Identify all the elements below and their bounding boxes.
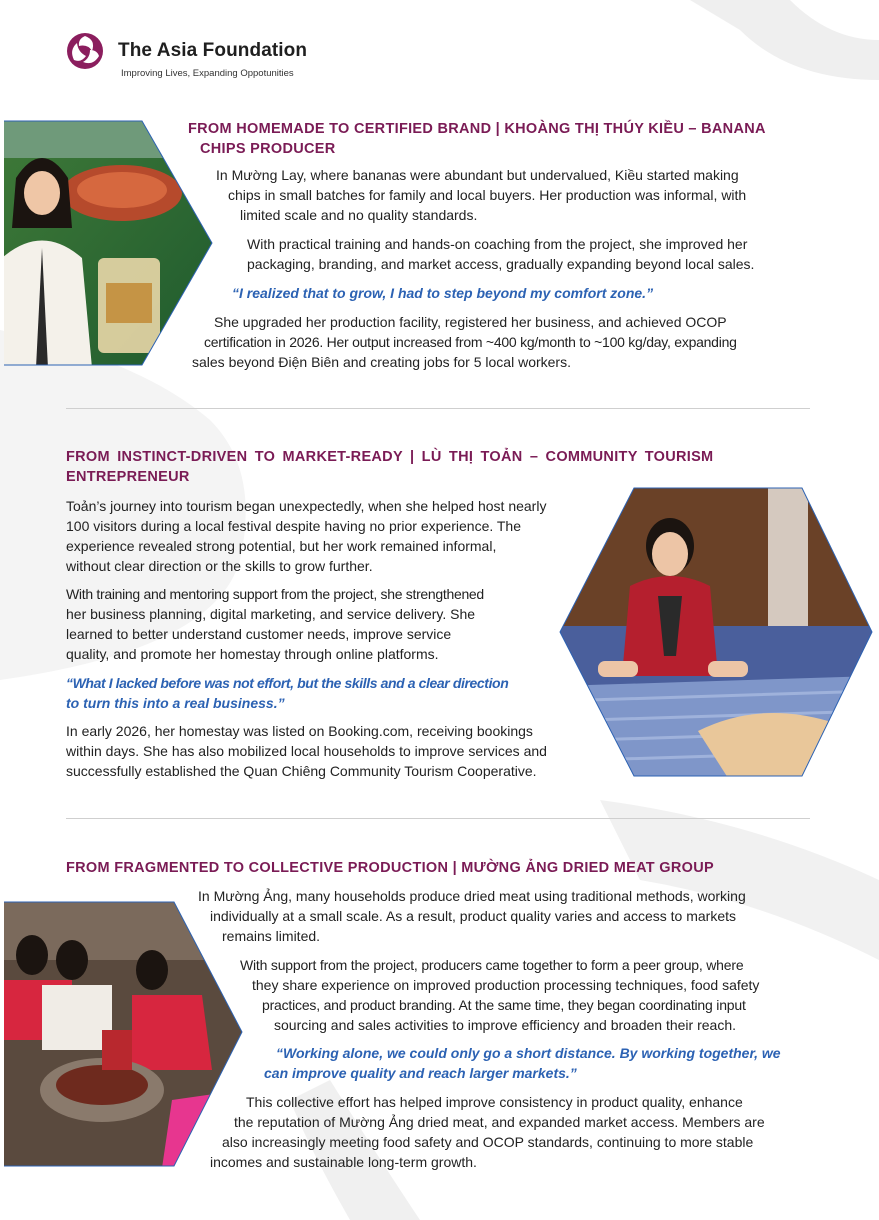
text-line: can improve quality and reach larger markets.” xyxy=(264,1065,577,1081)
text-line: sourcing and sales activities to improve efficiency and broaden their reach. xyxy=(274,1017,736,1033)
story-3 xyxy=(66,858,810,878)
text-line: This collective effort has helped improve consistency in product quality, enhance xyxy=(246,1094,743,1110)
story-2-title-line-2: ENTREPRENEUR xyxy=(66,469,190,485)
text-line: without clear direction or the skills to grow further. xyxy=(66,558,373,574)
text-line: remains limited. xyxy=(222,928,321,944)
story-1-title xyxy=(188,119,810,159)
text-line: learned to better understand customer needs, improve service xyxy=(66,626,452,642)
story-1-paragraph-1 xyxy=(216,165,810,225)
story-1 xyxy=(188,119,810,159)
story-3-title: FROM FRAGMENTED TO COLLECTIVE PRODUCTION | MƯỜNG ẢNG DRIED MEAT GROUP xyxy=(66,860,714,876)
divider xyxy=(66,408,810,409)
story-3-quote xyxy=(264,1043,810,1083)
story-3-paragraph-2 xyxy=(240,955,810,1035)
text-line: With practical training and hands-on coaching from the project, she improved her xyxy=(247,236,748,252)
divider xyxy=(66,818,810,819)
text-line: successfully established the Quan Chiêng Community Tourism Cooperative. xyxy=(66,763,537,779)
asia-foundation-logo-icon xyxy=(66,32,104,70)
text-line: In early 2026, her homestay was listed on Booking.com, receiving bookings xyxy=(66,723,533,739)
org-tagline: Improving Lives, Expanding Oppotunities xyxy=(121,68,294,79)
text-line: In Mường Lay, where bananas were abundant but undervalued, Kiều started making xyxy=(216,167,739,183)
story-2-paragraph-2 xyxy=(66,584,556,664)
text-line: 100 visitors during a local festival despite having no prior experience. The xyxy=(66,518,521,534)
story-2-title xyxy=(66,447,810,487)
text-line: certification in 2026. Her output increased from ~400 kg/month to ~100 kg/day, expanding xyxy=(204,334,737,350)
text-line: incomes and sustainable long-term growth. xyxy=(210,1154,477,1170)
text-line: With training and mentoring support from the project, she strengthened xyxy=(66,586,484,602)
text-line: limited scale and no quality standards. xyxy=(240,207,478,223)
org-name: The Asia Foundation xyxy=(118,40,308,61)
story-3-paragraph-1 xyxy=(198,886,810,946)
text-line: they share experience on improved production processing techniques, food safety xyxy=(252,977,760,993)
text-line: her business planning, digital marketing, and service delivery. She xyxy=(66,606,476,622)
story-1-quote xyxy=(232,283,810,303)
text-line: She upgraded her production facility, registered her business, and achieved OCOP xyxy=(214,314,727,330)
text-line: practices, and product branding. At the same time, they began coordinating input xyxy=(262,997,746,1013)
story-1-title-line-2: CHIPS PRODUCER xyxy=(200,141,336,157)
text-line: quality, and promote her homestay through online platforms. xyxy=(66,646,439,662)
story-2-paragraph-1 xyxy=(66,496,606,576)
text-line: With support from the project, producers came together to form a peer group, where xyxy=(240,957,744,973)
text-line: packaging, branding, and market access, gradually expanding beyond local sales. xyxy=(247,256,755,272)
text-line: chips in small batches for family and local buyers. Her production was informal, with xyxy=(228,187,747,203)
text-line: the reputation of Mường Ảng dried meat, and expanded market access. Members are xyxy=(234,1114,765,1130)
story-1-paragraph-2 xyxy=(247,234,810,274)
story-1-title-line-1: FROM HOMEMADE TO CERTIFIED BRAND | KHOÀNG THỊ THÚY KIỀU – BANANA xyxy=(188,121,766,137)
story-2-paragraph-3 xyxy=(66,721,606,781)
text-line: Toản’s journey into tourism began unexpectedly, when she helped host nearly xyxy=(66,498,547,514)
text-line: individually at a small scale. As a result, product quality varies and access to markets xyxy=(210,908,737,924)
story-2-photo xyxy=(558,486,874,778)
story-2-quote xyxy=(66,673,556,713)
text-line: “Working alone, we could only go a short distance. By working together, we xyxy=(276,1045,781,1061)
text-line: sales beyond Điện Biên and creating jobs for 5 local workers. xyxy=(192,354,571,370)
text-line: to turn this into a real business.” xyxy=(66,695,285,711)
story-1-paragraph-3 xyxy=(192,312,810,372)
text-line: In Mường Ảng, many households produce dried meat using traditional methods, working xyxy=(198,888,746,904)
text-line: within days. She has also mobilized local households to improve services and xyxy=(66,743,547,759)
story-1-quote-text: “I realized that to grow, I had to step beyond my comfort zone.” xyxy=(232,285,654,301)
story-2-title-line-1: FROM INSTINCT-DRIVEN TO MARKET-READY | LÙ THỊ TOẢN – COMMUNITY TOURISM xyxy=(66,449,714,465)
text-line: experience revealed strong potential, but her work remained informal, xyxy=(66,538,497,554)
text-line: “What I lacked before was not effort, but the skills and a clear direction xyxy=(66,675,509,691)
story-3-paragraph-3 xyxy=(210,1092,810,1172)
story-3-photo xyxy=(2,900,244,1168)
story-2 xyxy=(66,447,810,487)
text-line: also increasingly meeting food safety and OCOP standards, continuing to more stable xyxy=(222,1134,754,1150)
story-1-photo xyxy=(2,118,214,368)
